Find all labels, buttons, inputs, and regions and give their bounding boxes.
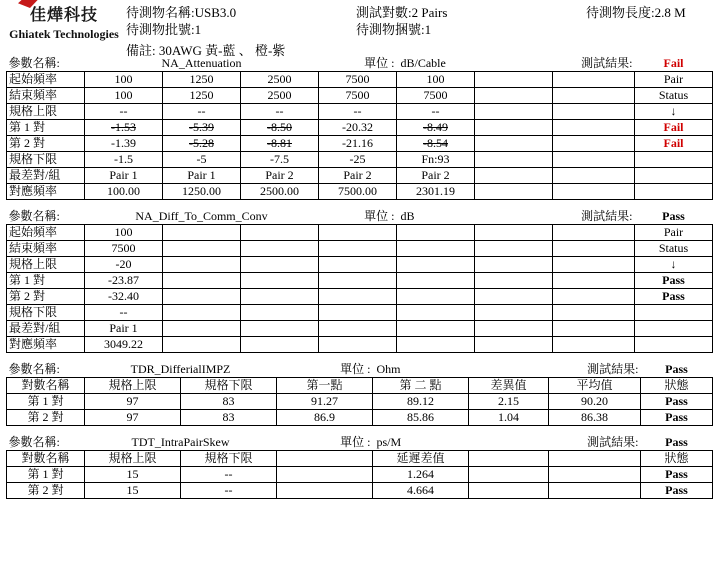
cell: Fail <box>635 120 713 136</box>
cell <box>319 225 397 241</box>
section-tdt-intrapair-skew <box>6 435 713 499</box>
cell: 2500 <box>241 72 319 88</box>
cell <box>397 337 475 353</box>
cell: 86.9 <box>277 410 373 426</box>
cell: -25 <box>319 152 397 168</box>
cell: 97 <box>85 394 181 410</box>
table-header-row <box>7 378 713 394</box>
cell <box>549 483 641 499</box>
cell: -8.54 <box>397 136 475 152</box>
cell <box>553 152 635 168</box>
section1-unit-value: dB/Cable <box>397 56 475 72</box>
cell: 85.86 <box>373 410 469 426</box>
pairs-label: 測試對數: <box>356 5 412 20</box>
cell: -5.28 <box>163 136 241 152</box>
cell: 100 <box>397 72 475 88</box>
section2-result-label: 測試結果: <box>581 209 633 223</box>
section3-result-label: 測試結果: <box>587 362 639 376</box>
cell: -- <box>163 104 241 120</box>
cell <box>319 241 397 257</box>
row-label-corr-freq: 對應頻率 <box>7 184 85 200</box>
cell: -20.32 <box>319 120 397 136</box>
cell: 7500 <box>397 88 475 104</box>
row-label-corr-freq: 對應頻率 <box>7 337 85 353</box>
cell: 第 2 對 <box>7 483 85 499</box>
cell: 2500 <box>241 88 319 104</box>
length-field <box>586 4 718 21</box>
cell <box>475 305 553 321</box>
cell <box>475 72 553 88</box>
cell <box>397 289 475 305</box>
cell <box>475 168 553 184</box>
cell <box>475 257 553 273</box>
section2-result-value: Pass <box>662 209 685 223</box>
cell <box>553 305 635 321</box>
remark-text: 備註: 30AWG 黃-藍 、 橙-紫 <box>126 43 286 58</box>
column-header: 對數名稱 <box>7 451 85 467</box>
row-corr-freq <box>7 184 713 200</box>
cell: 2500.00 <box>241 184 319 200</box>
row-stop-freq <box>7 241 713 257</box>
column-header: 差異值 <box>469 378 549 394</box>
column-header: 延遲差值 <box>373 451 469 467</box>
cell: 1250.00 <box>163 184 241 200</box>
cell: Pass <box>635 289 713 305</box>
cell: ↓ <box>635 104 713 120</box>
section1-spacer <box>475 56 553 72</box>
bundle-label: 待測物捆號: <box>356 22 425 37</box>
cell: -- <box>85 305 163 321</box>
header-column-1 <box>126 4 356 38</box>
cell: -8.50 <box>241 120 319 136</box>
row-label-pair1: 第 1 對 <box>7 273 85 289</box>
cell: -- <box>319 104 397 120</box>
cell: -1.39 <box>85 136 163 152</box>
status-badge: Pass <box>641 394 713 410</box>
table-row <box>7 467 713 483</box>
bundle-value: 1 <box>424 22 432 37</box>
cell: 第 1 對 <box>7 394 85 410</box>
cell: 第 2 對 <box>7 410 85 426</box>
cell <box>553 168 635 184</box>
section1-result-value: Fail <box>663 56 684 70</box>
dut-lot-field <box>126 21 356 38</box>
column-header: 狀態 <box>641 451 713 467</box>
cell: 7500 <box>319 88 397 104</box>
cell <box>319 257 397 273</box>
cell <box>469 467 549 483</box>
cell: 89.12 <box>373 394 469 410</box>
section4-spacer <box>469 435 549 451</box>
row-pair1 <box>7 120 713 136</box>
cell <box>553 225 635 241</box>
dut-name-label: 待測物名稱: <box>126 5 195 20</box>
cell: 91.27 <box>277 394 373 410</box>
column-header: 規格上限 <box>85 451 181 467</box>
status-badge: Pass <box>641 483 713 499</box>
cell <box>319 337 397 353</box>
cell <box>553 120 635 136</box>
row-spec-lower <box>7 305 713 321</box>
cell: -8.81 <box>241 136 319 152</box>
cell <box>277 467 373 483</box>
cell <box>319 305 397 321</box>
row-label-stop-freq: 結束頻率 <box>7 88 85 104</box>
section4-unit-label: 單位 : <box>340 435 371 449</box>
cell <box>553 321 635 337</box>
cell: 7500 <box>85 241 163 257</box>
cell: Pair <box>635 225 713 241</box>
company-name-cn: 佳燁科技 <box>29 7 98 24</box>
cell <box>241 289 319 305</box>
cell <box>635 305 713 321</box>
cell <box>475 104 553 120</box>
row-label-pair1: 第 1 對 <box>7 120 85 136</box>
cell: 90.20 <box>549 394 641 410</box>
cell <box>475 241 553 257</box>
section3-title-row <box>7 362 713 378</box>
cell: 100 <box>85 88 163 104</box>
report-header <box>0 0 718 56</box>
header-column-2 <box>356 4 576 38</box>
cell: 15 <box>85 483 181 499</box>
cell <box>475 120 553 136</box>
cell <box>475 152 553 168</box>
section2-unit-label: 單位 : <box>364 209 395 223</box>
cell <box>397 305 475 321</box>
cell: 1.04 <box>469 410 549 426</box>
dut-name-value: USB3.0 <box>194 5 237 20</box>
section3-param-name: TDR_DifferialIMPZ <box>85 362 277 378</box>
cell <box>163 225 241 241</box>
cell: 100 <box>85 225 163 241</box>
section3-result-value: Pass <box>665 362 688 376</box>
cell: -7.5 <box>241 152 319 168</box>
row-start-freq <box>7 225 713 241</box>
cell <box>635 321 713 337</box>
cell <box>553 273 635 289</box>
row-spec-lower <box>7 152 713 168</box>
cell: 第 1 對 <box>7 467 85 483</box>
column-header: 第 二 點 <box>373 378 469 394</box>
row-label-pair2: 第 2 對 <box>7 136 85 152</box>
row-worst-pair <box>7 168 713 184</box>
column-header: 第一點 <box>277 378 373 394</box>
column-header: 對數名稱 <box>7 378 85 394</box>
cell: 7500 <box>319 72 397 88</box>
cell <box>163 257 241 273</box>
column-header <box>469 451 549 467</box>
header-column-3 <box>586 4 718 21</box>
row-pair2 <box>7 289 713 305</box>
cell: -- <box>181 467 277 483</box>
cell <box>553 337 635 353</box>
row-label-stop-freq: 結束頻率 <box>7 241 85 257</box>
section4-title-row <box>7 435 713 451</box>
cell <box>553 88 635 104</box>
cell <box>397 257 475 273</box>
cell: 7500.00 <box>319 184 397 200</box>
length-label: 待測物長度: <box>586 5 655 20</box>
section1-title-row <box>7 56 713 72</box>
cell <box>241 337 319 353</box>
cell <box>397 321 475 337</box>
cell <box>163 305 241 321</box>
row-label-start-freq: 起始頻率 <box>7 72 85 88</box>
row-label-spec-lower: 規格下限 <box>7 305 85 321</box>
cell: Fail <box>635 136 713 152</box>
cell <box>635 168 713 184</box>
cell: -1.5 <box>85 152 163 168</box>
cell <box>475 225 553 241</box>
cell <box>319 289 397 305</box>
section2-param-label: 參數名稱: <box>8 209 60 223</box>
row-label-worst-pair: 最差對/組 <box>7 321 85 337</box>
table-row <box>7 394 713 410</box>
cell <box>163 289 241 305</box>
cell <box>635 184 713 200</box>
cell: 2301.19 <box>397 184 475 200</box>
cell: -23.87 <box>85 273 163 289</box>
row-label-spec-upper: 規格上限 <box>7 257 85 273</box>
column-header: 規格下限 <box>181 451 277 467</box>
section-tdr-differential-impz <box>6 362 713 426</box>
cell: -- <box>181 483 277 499</box>
section4-param-name: TDT_IntraPairSkew <box>85 435 277 451</box>
cell <box>553 104 635 120</box>
cell: -1.53 <box>85 120 163 136</box>
cell <box>475 289 553 305</box>
cell: 1.264 <box>373 467 469 483</box>
cell: 83 <box>181 394 277 410</box>
section4-unit-value: ps/M <box>373 435 469 451</box>
cell <box>475 273 553 289</box>
cell <box>475 337 553 353</box>
cell: 100.00 <box>85 184 163 200</box>
cell <box>553 289 635 305</box>
row-worst-pair <box>7 321 713 337</box>
table-header-row <box>7 451 713 467</box>
column-header <box>549 451 641 467</box>
row-pair1 <box>7 273 713 289</box>
length-value: 2.8 M <box>654 5 686 20</box>
status-badge: Pass <box>641 467 713 483</box>
cell: 83 <box>181 410 277 426</box>
cell: 97 <box>85 410 181 426</box>
cell <box>397 241 475 257</box>
cell <box>241 305 319 321</box>
cell: Fn:93 <box>397 152 475 168</box>
dut-lot-value: 1 <box>194 22 202 37</box>
cell: 2.15 <box>469 394 549 410</box>
section3-spacer <box>469 362 549 378</box>
dut-lot-label: 待測物批號: <box>126 22 195 37</box>
cell: -8.49 <box>397 120 475 136</box>
cell <box>553 136 635 152</box>
cell: 1250 <box>163 88 241 104</box>
row-label-worst-pair: 最差對/組 <box>7 168 85 184</box>
section4-result-label: 測試結果: <box>587 435 639 449</box>
section-na-attenuation <box>6 56 713 200</box>
section3-unit-label: 單位 : <box>340 362 371 376</box>
bundle-field <box>356 21 576 38</box>
cell <box>635 337 713 353</box>
cell <box>475 136 553 152</box>
cell: Pair 1 <box>163 168 241 184</box>
cell <box>241 273 319 289</box>
pairs-value: 2 Pairs <box>411 5 448 20</box>
cell <box>475 184 553 200</box>
cell <box>241 241 319 257</box>
cell: 100 <box>85 72 163 88</box>
section4-result-value: Pass <box>665 435 688 449</box>
company-name-en: Ghiatek Technologies <box>9 27 119 41</box>
cell: -21.16 <box>319 136 397 152</box>
cell <box>553 184 635 200</box>
table-row <box>7 483 713 499</box>
cell: -5 <box>163 152 241 168</box>
section3-unit-value: Ohm <box>373 362 469 378</box>
column-header: 狀態 <box>641 378 713 394</box>
cell <box>553 72 635 88</box>
cell <box>241 225 319 241</box>
cell: Pair 2 <box>319 168 397 184</box>
cell <box>549 467 641 483</box>
cell <box>319 273 397 289</box>
column-header <box>277 451 373 467</box>
cell <box>163 321 241 337</box>
cell: Pair 2 <box>241 168 319 184</box>
section-na-diff-to-comm-conv <box>6 209 713 353</box>
dut-name-field <box>126 4 356 21</box>
cell <box>475 88 553 104</box>
section2-title-row <box>7 209 713 225</box>
company-logo <box>4 2 124 42</box>
row-label-spec-upper: 規格上限 <box>7 104 85 120</box>
section1-param-label: 參數名稱: <box>8 56 60 70</box>
cell <box>163 241 241 257</box>
section1-result-label: 測試結果: <box>581 56 633 70</box>
cell <box>469 483 549 499</box>
table-row <box>7 410 713 426</box>
cell: -20 <box>85 257 163 273</box>
status-badge: Pass <box>641 410 713 426</box>
row-label-pair2: 第 2 對 <box>7 289 85 305</box>
cell <box>241 257 319 273</box>
section2-unit-value: dB <box>397 209 475 225</box>
cell <box>553 241 635 257</box>
cell <box>553 257 635 273</box>
cell: 3049.22 <box>85 337 163 353</box>
section2-param-name: NA_Diff_To_Comm_Conv <box>85 209 319 225</box>
row-label-start-freq: 起始頻率 <box>7 225 85 241</box>
row-pair2 <box>7 136 713 152</box>
column-header: 規格上限 <box>85 378 181 394</box>
cell: -- <box>397 104 475 120</box>
row-corr-freq <box>7 337 713 353</box>
row-spec-upper <box>7 104 713 120</box>
column-header: 規格下限 <box>181 378 277 394</box>
cell: ↓ <box>635 257 713 273</box>
row-stop-freq <box>7 88 713 104</box>
cell: Pass <box>635 273 713 289</box>
section1-unit-label: 單位 : <box>364 56 395 70</box>
section1-param-name: NA_Attenuation <box>85 56 319 72</box>
section4-param-label: 參數名稱: <box>8 435 60 449</box>
section2-spacer <box>475 209 553 225</box>
row-spec-upper <box>7 257 713 273</box>
cell: 15 <box>85 467 181 483</box>
cell: -32.40 <box>85 289 163 305</box>
pairs-field <box>356 4 576 21</box>
cell: -- <box>241 104 319 120</box>
section3-param-label: 參數名稱: <box>8 362 60 376</box>
cell <box>397 273 475 289</box>
cell: Pair 1 <box>85 168 163 184</box>
row-label-spec-lower: 規格下限 <box>7 152 85 168</box>
cell: Pair 1 <box>85 321 163 337</box>
cell <box>397 225 475 241</box>
cell: Pair 2 <box>397 168 475 184</box>
column-header: 平均值 <box>549 378 641 394</box>
cell: 4.664 <box>373 483 469 499</box>
cell: Status <box>635 88 713 104</box>
cell <box>319 321 397 337</box>
cell <box>635 152 713 168</box>
cell <box>163 337 241 353</box>
cell: Status <box>635 241 713 257</box>
cell <box>475 321 553 337</box>
row-start-freq <box>7 72 713 88</box>
cell: -5.39 <box>163 120 241 136</box>
cell <box>241 321 319 337</box>
cell <box>277 483 373 499</box>
cell: Pair <box>635 72 713 88</box>
cell: 1250 <box>163 72 241 88</box>
cell: 86.38 <box>549 410 641 426</box>
cell <box>163 273 241 289</box>
cell: -- <box>85 104 163 120</box>
